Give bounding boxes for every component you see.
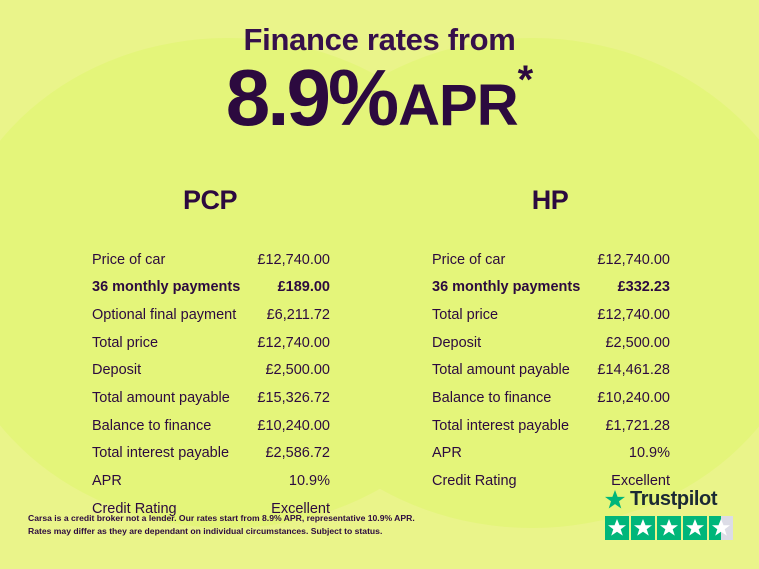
row-label: Total amount payable bbox=[432, 362, 570, 379]
disclaimer-line-2: Rates may differ as they are dependant on individual circumstances. Subject to status. bbox=[28, 526, 383, 537]
row-label: Total interest payable bbox=[432, 417, 570, 434]
row-label: Balance to finance bbox=[432, 390, 552, 407]
row-label: Total price bbox=[432, 306, 499, 323]
table-row bbox=[60, 384, 360, 412]
star-icon bbox=[657, 516, 681, 540]
row-value: 10.9% bbox=[288, 473, 330, 490]
star-icon bbox=[605, 516, 629, 540]
row-value: £12,740.00 bbox=[597, 306, 670, 323]
row-label: APR bbox=[432, 445, 462, 462]
row-value: £2,500.00 bbox=[605, 334, 670, 351]
row-label: Optional final payment bbox=[92, 306, 237, 323]
row-label: Credit Rating bbox=[92, 500, 177, 517]
row-label: Credit Rating bbox=[432, 473, 517, 490]
table-row bbox=[400, 274, 700, 302]
row-value: £12,740.00 bbox=[597, 251, 670, 268]
table-title-hp: HP bbox=[531, 185, 569, 215]
row-label: Total amount payable bbox=[92, 390, 230, 407]
rate-apr-label: APR bbox=[398, 73, 518, 138]
trustpilot-widget bbox=[605, 488, 735, 540]
row-value: £12,740.00 bbox=[257, 334, 330, 351]
table-row bbox=[60, 468, 360, 496]
table-title-pcp: PCP bbox=[182, 185, 238, 215]
table-row bbox=[60, 246, 360, 274]
finance-table-hp bbox=[400, 185, 700, 495]
row-label: Price of car bbox=[432, 251, 506, 268]
star-icon bbox=[683, 516, 707, 540]
half-star-icon bbox=[709, 516, 733, 540]
row-value: £12,740.00 bbox=[257, 251, 330, 268]
table-row bbox=[60, 301, 360, 329]
row-label: Balance to finance bbox=[92, 417, 212, 434]
trustpilot-logo bbox=[605, 488, 735, 511]
row-value: Excellent bbox=[611, 473, 670, 490]
table-row bbox=[400, 440, 700, 468]
headline-rate bbox=[0, 53, 759, 142]
row-label: Price of car bbox=[92, 251, 166, 268]
finance-table-pcp bbox=[60, 185, 360, 523]
rate-number: 8.9% bbox=[225, 53, 397, 142]
row-value: £332.23 bbox=[617, 279, 670, 296]
table-row bbox=[400, 329, 700, 357]
table-row bbox=[60, 329, 360, 357]
row-value: £189.00 bbox=[277, 279, 330, 296]
table-row bbox=[60, 440, 360, 468]
row-value: £10,240.00 bbox=[597, 390, 670, 407]
row-value: 10.9% bbox=[628, 445, 670, 462]
table-row bbox=[400, 412, 700, 440]
table-row bbox=[60, 274, 360, 302]
row-value: £2,500.00 bbox=[265, 362, 330, 379]
row-value: £14,461.28 bbox=[597, 362, 670, 379]
row-label: Total price bbox=[92, 334, 159, 351]
table-row bbox=[400, 384, 700, 412]
row-value: £6,211.72 bbox=[266, 306, 330, 323]
row-value: £10,240.00 bbox=[257, 417, 330, 434]
table-row bbox=[60, 412, 360, 440]
row-value: Excellent bbox=[271, 500, 330, 517]
row-label: Deposit bbox=[432, 334, 482, 351]
disclaimer-text bbox=[28, 512, 448, 539]
trustpilot-wordmark: Trustpilot bbox=[630, 488, 718, 510]
table-row bbox=[400, 301, 700, 329]
rate-asterisk: * bbox=[517, 58, 534, 102]
star-icon bbox=[631, 516, 655, 540]
row-value: £1,721.28 bbox=[605, 417, 670, 434]
row-label: Total interest payable bbox=[92, 445, 230, 462]
row-value: £2,586.72 bbox=[265, 445, 330, 462]
row-value: £15,326.72 bbox=[257, 390, 330, 407]
row-label: 36 monthly payments bbox=[92, 279, 241, 296]
trustpilot-rating-stars bbox=[605, 516, 735, 540]
table-row bbox=[400, 357, 700, 385]
trustpilot-star-icon bbox=[605, 490, 625, 510]
table-row bbox=[400, 246, 700, 274]
page-title: Finance rates from bbox=[243, 22, 516, 57]
row-label: APR bbox=[92, 473, 122, 490]
row-label: 36 monthly payments bbox=[432, 279, 581, 296]
table-row bbox=[60, 357, 360, 385]
row-label: Deposit bbox=[92, 362, 142, 379]
disclaimer-line-1: Carsa is a credit broker not a lender. Our rates start from 8.9% APR, representative 10.9% APR. bbox=[28, 513, 415, 523]
